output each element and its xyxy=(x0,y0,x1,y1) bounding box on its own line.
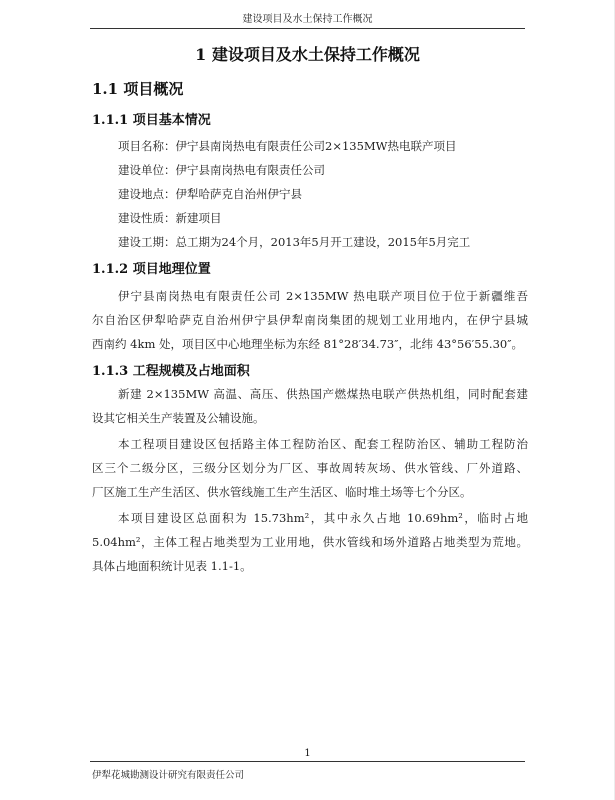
scale-paragraph-line: 设其它相关生产装置及公辅设施。 xyxy=(92,411,265,425)
area-paragraph-line: 具体占地面积统计见表 1.1-1。 xyxy=(92,559,252,573)
area-paragraph-line: 5.04hm²，主体工程占地类型为工业用地，供水管线和场外道路占地类型为荒地。 xyxy=(92,535,528,549)
location-paragraph-line: 西南约 4km 处，项目区中心地理坐标为东经 81°28′34.73″，北纬 43°56′55.30″。 xyxy=(92,337,524,351)
running-header: 建设项目及水土保持工作概况 xyxy=(242,14,373,25)
chapter-title: 1 建设项目及水土保持工作概况 xyxy=(195,45,420,64)
location-paragraph-line: 尔自治区伊犁哈萨克自治州伊宁县伊犁南岗集团的规划工业用地内，在伊宁县城 xyxy=(92,313,528,327)
section-heading-1-1: 1.1 项目概况 xyxy=(92,80,184,98)
zoning-paragraph-line: 厂区施工生产生活区、供水管线施工生产生活区、临时堆土场等七个分区。 xyxy=(92,485,472,499)
section-heading-1-1-3: 1.1.3 工程规模及占地面积 xyxy=(92,364,250,379)
construction-site-line: 建设地点：伊犁哈萨克自治州伊宁县 xyxy=(118,187,302,201)
project-name-line: 项目名称：伊宁县南岗热电有限责任公司2×135MW热电联产项目 xyxy=(118,139,457,153)
section-heading-1-1-1: 1.1.1 项目基本情况 xyxy=(92,113,211,128)
footer-company: 伊犁花城勘测设计研究有限责任公司 xyxy=(92,770,245,781)
section-heading-1-1-2: 1.1.2 项目地理位置 xyxy=(92,262,211,277)
zoning-paragraph-line: 本工程项目建设区包括路主体工程防治区、配套工程防治区、辅助工程防治 xyxy=(118,437,528,451)
construction-period-line: 建设工期：总工期为24个月，2013年5月开工建设，2015年5月完工 xyxy=(118,235,471,249)
zoning-paragraph-line: 区三个二级分区，三级分区划分为厂区、事故周转灰场、供水管线、厂外道路、 xyxy=(92,461,528,475)
area-paragraph-line: 本项目建设区总面积为 15.73hm²，其中永久占地 10.69hm²，临时占地 xyxy=(118,511,528,525)
scale-paragraph-line: 新建 2×135MW 高温、高压、供热国产燃煤热电联产供热机组，同时配套建 xyxy=(118,387,528,401)
location-paragraph-line: 伊宁县南岗热电有限责任公司 2×135MW 热电联产项目位于位于新疆维吾 xyxy=(118,289,528,303)
header-rule xyxy=(90,28,525,29)
construction-unit-line: 建设单位：伊宁县南岗热电有限责任公司 xyxy=(118,163,325,177)
footer-rule xyxy=(90,761,525,762)
construction-nature-line: 建设性质：新建项目 xyxy=(118,211,222,225)
page-number: 1 xyxy=(304,748,311,759)
